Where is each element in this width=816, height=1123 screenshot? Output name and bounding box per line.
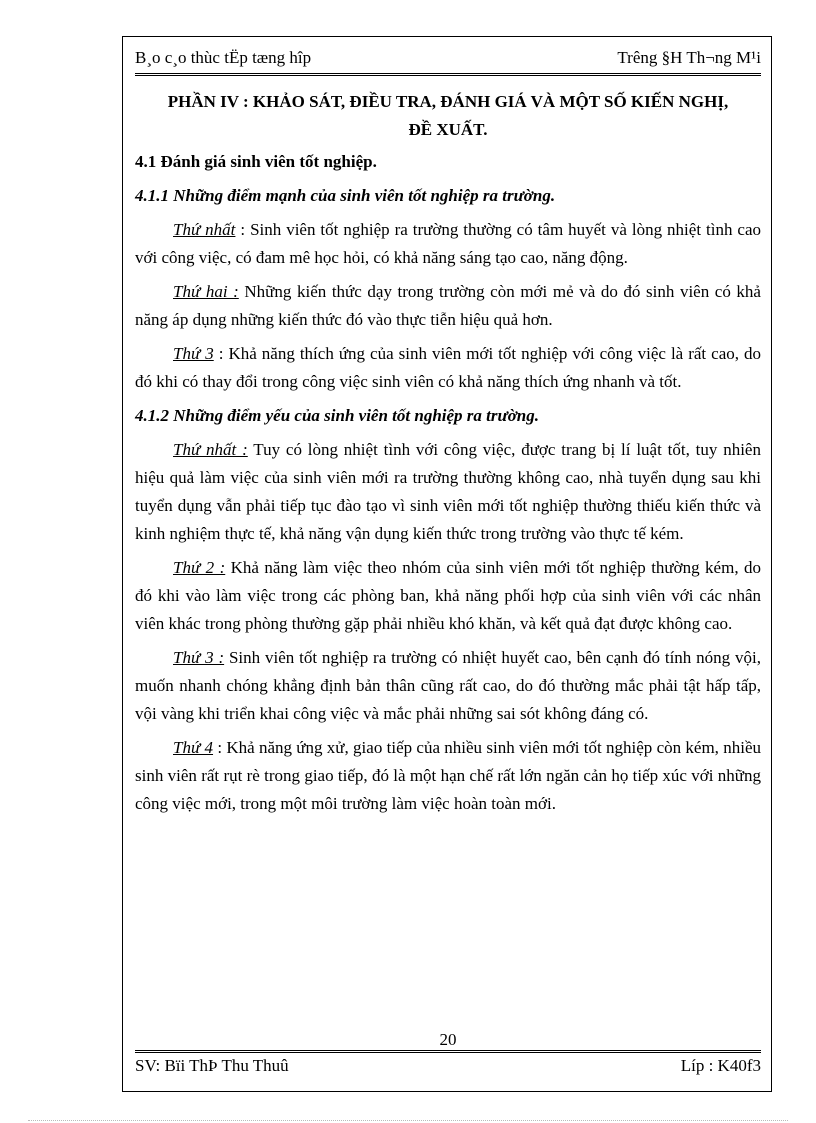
header-university: Trêng §H Th¬ng M¹i — [617, 48, 761, 67]
weakness-paragraph — [135, 554, 761, 638]
header-divider — [135, 73, 761, 76]
paragraph-text: : Khả năng thích ứng của sinh viên mới tốt nghiệp với công việc là rất cao, do đó khi có thay đổi trong công việc sinh viên có khả năng thích ứng nhanh và tốt. — [135, 344, 761, 391]
page-edge-dots — [28, 1120, 788, 1121]
footer-divider — [135, 1050, 761, 1053]
paragraph-lead: Thứ 3 : — [173, 648, 225, 667]
paragraph-text: Những kiến thức dạy trong trường còn mới mẻ và do đó sinh viên có khả năng áp dụng những kiến thức đó vào thực tiễn hiệu quả hơn. — [135, 282, 761, 329]
section-heading-4-1: 4.1 Đánh giá sinh viên tốt nghiệp. — [135, 152, 377, 171]
paragraph-lead: Thứ 3 — [173, 344, 214, 363]
footer-class: Líp : K40f3 — [680, 1056, 761, 1075]
page-number: 20 — [439, 1030, 457, 1049]
weakness-paragraph — [135, 644, 761, 728]
paragraph-text: Sinh viên tốt nghiệp ra trường có nhiệt huyết cao, bên cạnh đó tính nóng vội, muốn nhanh chóng khẳng định bản thân cũng rất cao, do đó thường mắc phải tật hấp tấp, vội vàng khi triển khai công việc và mắc phải những sai sót không đáng có. — [135, 648, 761, 723]
paragraph-lead: Thứ nhất : — [173, 440, 248, 459]
paragraph-lead: Thứ 2 : — [173, 558, 226, 577]
footer-student-name: SV: Bïi ThÞ Thu Thuû — [135, 1056, 289, 1075]
paragraph-text: Tuy có lòng nhiệt tình với công việc, được trang bị lí luật tốt, tuy nhiên hiệu quả làm việc của sinh viên mới ra trường thường không cao, nhà tuyển dụng sau khi tuyển dụng vẫn phải tiếp tục đào tạo vì sinh viên mới tốt nghiệp thường thiếu kiến thức và kinh nghiệm thực tế, khả năng vận dụng kiến thức trong trường vào thực tế kém. — [135, 440, 761, 543]
section-heading-4-1-1: 4.1.1 Những điểm mạnh của sinh viên tốt nghiệp ra trường. — [135, 186, 556, 205]
strength-paragraph — [135, 216, 761, 272]
paragraph-lead: Thứ nhất — [173, 220, 236, 239]
page-footer — [135, 1056, 761, 1080]
document-body — [135, 88, 761, 818]
header-report-title: B¸o c¸o thùc tËp tæng hîp — [135, 48, 312, 67]
strength-paragraph — [135, 340, 761, 396]
paragraph-lead: Thứ hai : — [173, 282, 239, 301]
paragraph-text: : Khả năng ứng xử, giao tiếp của nhiều sinh viên mới tốt nghiệp còn kém, nhiều sinh viên rất rụt rè trong giao tiếp, đó là một hạn chế rất lớn ngăn cản họ tiếp xúc với những công việc mới, trong một môi trường làm việc hoàn toàn mới. — [135, 738, 761, 813]
strength-paragraph — [135, 278, 761, 334]
paragraph-text: Khả năng làm việc theo nhóm của sinh viên mới tốt nghiệp thường kém, do đó khi vào làm việc trong các phòng ban, khả năng phối hợp của sinh viên với các nhân viên khác trong phòng thường gặp phải nhiều khó khăn, và kết quả đạt được không cao. — [135, 558, 761, 633]
page-header — [135, 48, 761, 74]
section-heading-4-1-2: 4.1.2 Những điểm yếu của sinh viên tốt nghiệp ra trường. — [135, 406, 540, 425]
chapter-title: PHẦN IV : KHẢO SÁT, ĐIỀU TRA, ĐÁNH GIÁ VÀ MỘT SỐ KIẾN NGHỊ, ĐỀ XUẤT. — [167, 92, 729, 139]
weakness-paragraph — [135, 734, 761, 818]
weakness-paragraph — [135, 436, 761, 548]
paragraph-text: : Sinh viên tốt nghiệp ra trường thường có tâm huyết và lòng nhiệt tình cao với công việc, có đam mê học hỏi, có khả năng sáng tạo cao, năng động. — [135, 220, 761, 267]
paragraph-lead: Thứ 4 — [173, 738, 214, 757]
